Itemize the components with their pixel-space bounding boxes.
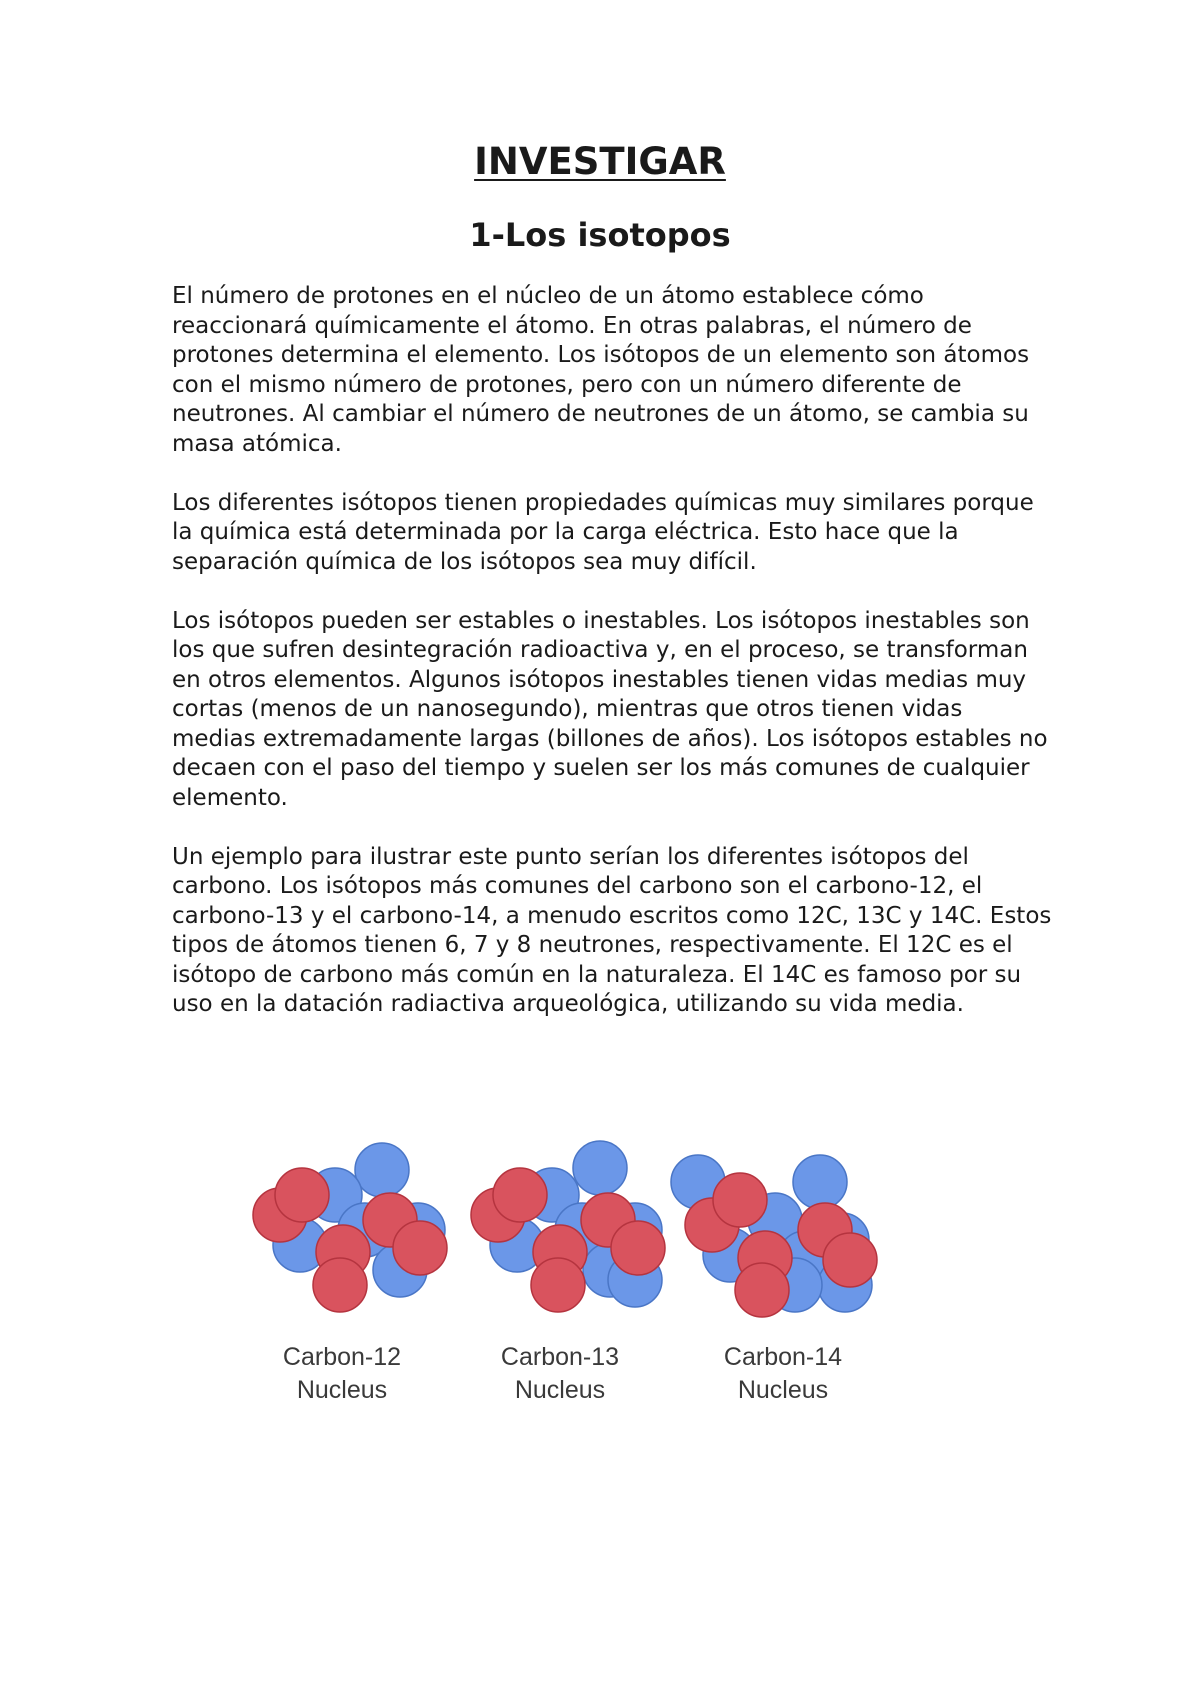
paragraph-4: Un ejemplo para ilustrar este punto serían los diferentes isótopos del carbono. Los isótopos más comunes del carbono son el carbono-12, el carbono-13 y el carbono-14, a menudo escritos como 12C, 13C y 14C. Estos tipos de átomos tienen 6, 7 y 8 neutrones, respectivamente. El 12C es el isótopo de carbono más común en la naturaleza. El 14C es famoso por su uso en la datación radiactiva arqueológica, utilizando su vida media. [172,843,1052,1017]
proton [735,1263,789,1317]
paragraph-3: Los isótopos pueden ser estables o inestables. Los isótopos inestables son los que sufren desintegración radioactiva y, en el proceso, se transforman en otros elementos. Algunos isótopos inestables tienen vidas medias muy cortas (menos de un nanosegundo), mientras que otros tienen vidas medias extremadamente largas (billones de años). Los isótopos estables no decaen con el paso del tiempo y suelen ser los más comunes de cualquier elemento. [172,607,1048,811]
carbon-13-label-line2: Nucleus [514,1376,606,1404]
proton [275,1168,329,1222]
proton [313,1258,367,1312]
carbon-14-label-line1: Carbon-14 [723,1343,843,1371]
carbon-12-nucleus [253,1143,447,1404]
carbon-13-label-line1: Carbon-13 [500,1343,620,1371]
proton [713,1173,767,1227]
neutron [573,1141,627,1195]
neutron [355,1143,409,1197]
proton [393,1221,447,1275]
proton [611,1221,665,1275]
body-text [172,282,1052,1049]
proton [823,1233,877,1287]
paragraph-2: Los diferentes isótopos tienen propiedades químicas muy similares porque la química está determinada por la carga eléctrica. Esto hace que la separación química de los isótopos sea muy difícil. [172,489,1034,575]
carbon-13-nucleus [471,1141,665,1404]
proton [493,1168,547,1222]
carbon-12-label-line1: Carbon-12 [282,1343,402,1371]
page-title: INVESTIGAR [474,140,726,183]
nuclei-illustration [240,1120,960,1420]
carbon-12-label-line2: Nucleus [296,1376,388,1404]
carbon-14-nucleus [671,1155,877,1404]
carbon-isotopes-figure [240,1120,960,1420]
paragraph-1: El número de protones en el núcleo de un átomo establece cómo reaccionará químicamente el átomo. En otras palabras, el número de protones determina el elemento. Los isótopos de un elemento son átomos con el mismo número de protones, pero con un número diferente de neutrones. Al cambiar el número de neutrones de un átomo, se cambia su masa atómica. [172,283,1030,457]
carbon-14-label-line2: Nucleus [737,1376,829,1404]
proton [531,1258,585,1312]
section-title: 1-Los isotopos [469,216,731,254]
neutron [793,1155,847,1209]
